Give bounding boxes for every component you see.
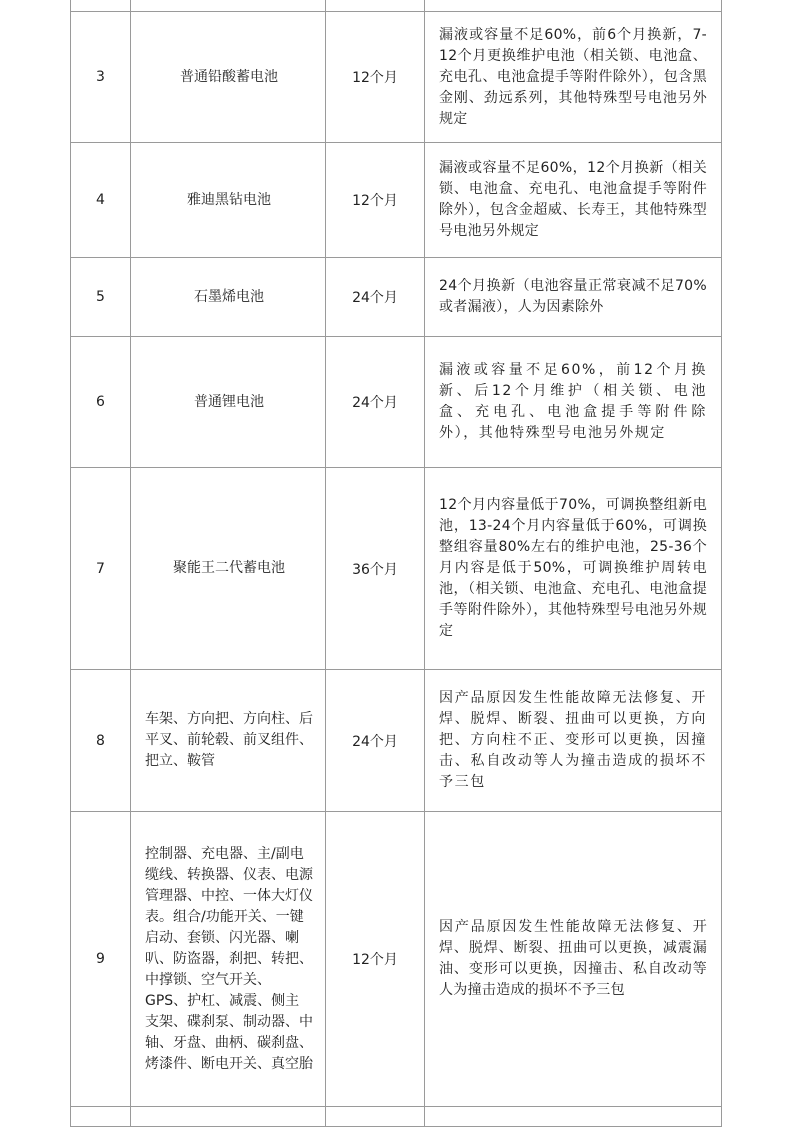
- warranty-table: [70, 0, 722, 1127]
- warranty-period: 24个月: [326, 258, 425, 337]
- warranty-period: 12个月: [326, 812, 425, 1107]
- warranty-rule: 因产品原因发生性能故障无法修复、开焊、脱焊、断裂、扭曲可以更换，方向把、方向柱不正、变形可以更换，因撞击、私自改动等人为撞击造成的损坏不予三包: [425, 670, 722, 812]
- table-row: [71, 468, 722, 670]
- warranty-period: 24个月: [326, 670, 425, 812]
- warranty-rule: [425, 1107, 722, 1127]
- item-name: 石墨烯电池: [131, 258, 326, 337]
- warranty-rule: 12个月内容量低于70%，可调换整组新电池，13-24个月内容量低于60%，可调换整组容量80%左右的维护电池，25-36个月内容是低于50%，可调换维护周转电池，（相关锁、电池盒、充电孔、电池盒提手等附件除外），其他特殊型号电池另外规定: [425, 468, 722, 670]
- row-number: [71, 1107, 131, 1127]
- table-row: [71, 143, 722, 258]
- item-name: 雅迪黑钻电池: [131, 143, 326, 258]
- warranty-period: [326, 0, 425, 12]
- warranty-rule: 漏液或容量不足60%，前12个月换新、后12个月维护（相关锁、电池盒、充电孔、电池盒提手等附件除外），其他特殊型号电池另外规定: [425, 337, 722, 468]
- warranty-period: 24个月: [326, 337, 425, 468]
- table-row: [71, 812, 722, 1107]
- item-name: 普通铅酸蓄电池: [131, 12, 326, 143]
- item-name: 控制器、充电器、主/副电缆线、转换器、仪表、电源管理器、中控、一体大灯仪表。组合/功能开关、一键启动、套锁、闪光器、喇叭、防盗器，刹把、转把、中撑锁、空气开关、GPS、护杠、减震、侧主支架、碟刹泵、制动器、中轴、牙盘、曲柄、碳刹盘、烤漆件、断电开关、真空胎: [131, 812, 326, 1107]
- row-number: 3: [71, 12, 131, 143]
- warranty-rule: 24个月换新（电池容量正常衰减不足70%或者漏液），人为因素除外: [425, 258, 722, 337]
- item-name: 车架、方向把、方向柱、后平叉、前轮毂、前叉组件、把立、鞍管: [131, 670, 326, 812]
- row-number: [71, 0, 131, 12]
- table-row: [71, 670, 722, 812]
- item-name: [131, 0, 326, 12]
- table-row: [71, 12, 722, 143]
- warranty-rule: 漏液或容量不足60%，前6个月换新，7-12个月更换维护电池（相关锁、电池盒、充电孔、电池盒提手等附件除外），包含黑金刚、劲远系列，其他特殊型号电池另外规定: [425, 12, 722, 143]
- warranty-rule: [425, 0, 722, 12]
- item-name: [131, 1107, 326, 1127]
- warranty-rule: 漏液或容量不足60%，12个月换新（相关锁、电池盒、充电孔、电池盒提手等附件除外），包含金超威、长寿王，其他特殊型号电池另外规定: [425, 143, 722, 258]
- table-row-top-partial: [71, 0, 722, 12]
- item-name: 普通锂电池: [131, 337, 326, 468]
- row-number: 8: [71, 670, 131, 812]
- item-name: 聚能王二代蓄电池: [131, 468, 326, 670]
- table-row-bottom-partial: [71, 1107, 722, 1127]
- row-number: 4: [71, 143, 131, 258]
- table-row: [71, 258, 722, 337]
- warranty-rule: 因产品原因发生性能故障无法修复、开焊、脱焊、断裂、扭曲可以更换，减震漏油、变形可以更换，因撞击、私自改动等人为撞击造成的损坏不予三包: [425, 812, 722, 1107]
- warranty-period: 36个月: [326, 468, 425, 670]
- row-number: 7: [71, 468, 131, 670]
- warranty-period: 12个月: [326, 143, 425, 258]
- warranty-period: 12个月: [326, 12, 425, 143]
- table-row: [71, 337, 722, 468]
- row-number: 5: [71, 258, 131, 337]
- warranty-period: [326, 1107, 425, 1127]
- row-number: 6: [71, 337, 131, 468]
- row-number: 9: [71, 812, 131, 1107]
